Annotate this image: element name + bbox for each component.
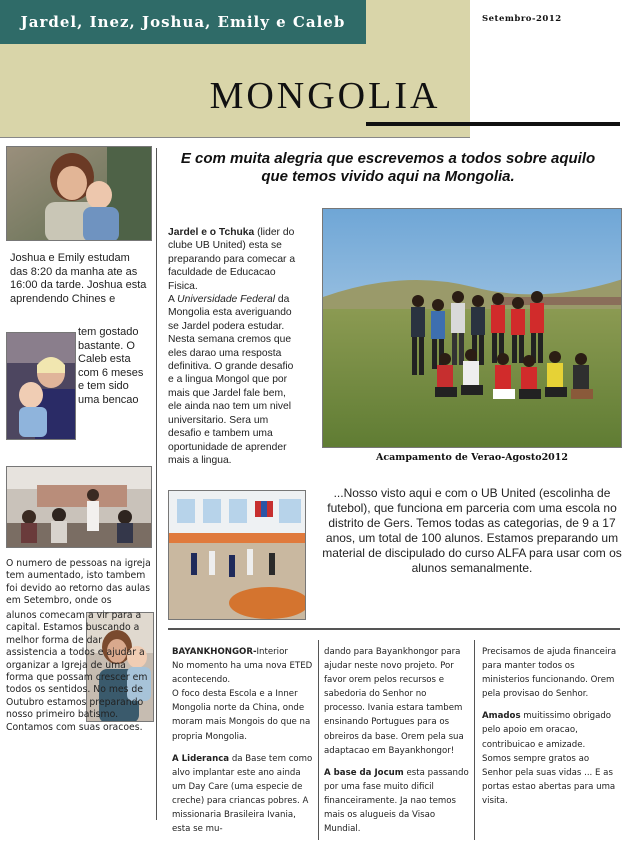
bayankhongor-title: BAYANKHONGOR-: [172, 647, 257, 657]
masthead-rule: [366, 122, 620, 126]
photo-caption: Acampamento de Verao-Agosto2012: [375, 452, 569, 463]
jardel-lead-rest: (lider do clube UB United) esta se preparando para comecar a faculdade de Educacao Fisica.: [168, 227, 296, 292]
bayankhongor-title-suffix: Interior: [256, 647, 288, 657]
photo-church: [6, 466, 152, 548]
photo-kids: [6, 146, 152, 241]
kids-school-text: Joshua e Emily estudam das 8:20 da manha ate as 16:00 da tarde. Joshua esta aprendendo Chines e: [10, 252, 147, 305]
family-names-banner: [0, 0, 366, 44]
university-pre: A: [168, 294, 178, 306]
jocum-base-text: esta passando por uma fase muito dificil financeiramente. Ja nao temos mais os alugueis da Visao Mundial.: [324, 767, 469, 835]
photo-summer-camp: [322, 208, 622, 448]
eted-text: No momento ha uma nova ETED acontecendo.: [172, 661, 313, 686]
university-rest: da Mongolia esta averiguando se Jardel podera estudar. Nesta semana cremos que eles darao uma resposta definitiva. O grande desafio e a lingua Mongol que por mais que Jardel fale bem, ele ainda nao tem um nivel universitario. Sera um desafio e tambem uma oportunidade de aprender mais a lingua.: [168, 294, 294, 466]
family-names: Jardel, Inez, Joshua, Emily e Caleb: [20, 13, 346, 31]
lideranca-text: da Base tem como alvo implantar este ano ainda um Day Care (uma especie de creche) para criancas pobres. A missionaria Brasileira Ivania, esta se mu-: [172, 753, 313, 835]
jardel-article: [168, 226, 298, 467]
church-growth-text: O numero de pessoas na igreja tem aumentado, isto tambem foi devido ao retorno das aulas em Setembro, onde os: [6, 558, 151, 607]
church-plans-text: alunos comecam a vir para a capital. Estamos buscando a melhor forma de dar assistencia a todos e ajudar a organizar a Igreja de uma forma que possam crescer em todos os sentidos. No mes de Outubro estamos preparando nosso primeiro batismo. Contamos com suas oracoes.: [6, 610, 148, 733]
bottom-column-3: [482, 645, 620, 808]
visa-text: ...Nosso visto aqui e com o UB United (escolinha de futebol), que funciona em parceria com uma escola no distrito de Gers. Temos todas as categorias, de 9 a 17 anos, um total de 100 alunos. Estamos preparando um material de discipulado do curso ALFA para usar com os alunos semanalmente.: [322, 486, 622, 575]
bottom-column-1: [172, 645, 314, 836]
university-name: Universidade Federal: [177, 294, 276, 306]
jardel-lead-bold: Jardel e o Tchuka: [168, 227, 255, 238]
financial-help-text: Precisamos de ajuda financeira para manter todos os ministerios funcionando. Orem pela provisao do Senhor.: [482, 647, 617, 700]
bottom-column-rule-2: [474, 640, 475, 840]
ivania-text: dando para Bayankhongor para ajudar neste novo projeto. Por favor orem pelos recursos e sabedoria do Senhor no processo. Ivania estara tambem ensinando Portugues para os obreiros da base. Orem pela sua adaptacao em Bayankhongor!: [324, 647, 464, 756]
amados-text: muitissimo obrigado pelo apoio em oracao, contribuicao e amizade.: [482, 711, 612, 750]
amados-bold: Amados: [482, 711, 521, 722]
newsletter-title: MONGOLIA: [209, 75, 441, 117]
gratitude-text: Somos sempre gratos ao Senhor pela suas vidas ... E as portas estao abertas para uma visita.: [482, 753, 616, 806]
church-plans-text-a: [6, 610, 148, 734]
photo-gym: [168, 490, 306, 620]
bottom-section-rule: [168, 628, 620, 630]
inner-mongolia-text: O foco desta Escola e a Inner Mongolia norte da China, onde moram mais Mongois do que na propria Mongolia.: [172, 689, 311, 742]
lideranca-bold: A Lideranca: [172, 753, 230, 764]
photo-caleb: [6, 332, 76, 440]
main-headline: E com muita alegria que escrevemos a todos sobre aquilo que temos vivido aqui na Mongolia.: [180, 150, 596, 185]
bottom-column-rule-1: [318, 640, 319, 840]
jocum-base-bold: A base da Jocum: [324, 767, 404, 778]
bottom-column-2: [324, 645, 470, 836]
left-column-rule: [156, 148, 157, 820]
caleb-text: tem gostado bastante. O Caleb esta com 6 meses e tem sido uma bencao: [78, 326, 144, 406]
issue-date: Setembro-2012: [482, 14, 562, 24]
masthead-divider: [0, 137, 470, 138]
